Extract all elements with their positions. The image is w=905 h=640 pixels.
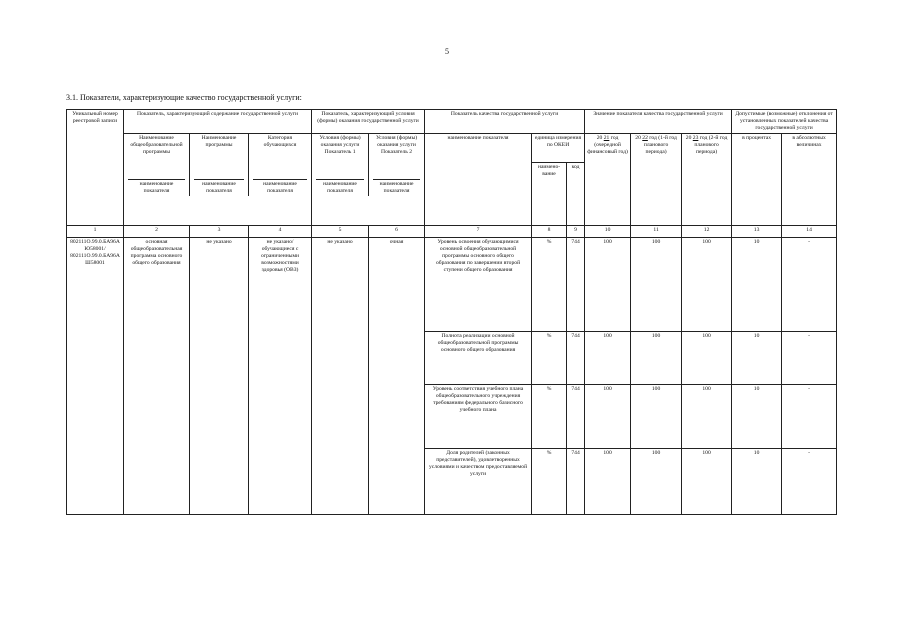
value-year2: 100 — [631, 331, 682, 384]
table-row — [67, 237, 837, 331]
sub-condition2-header: Условия (формы) оказания услуги Показатель 2 — [375, 134, 418, 155]
header-unique-record: Уникальный номер реестровой записи — [67, 110, 124, 226]
sub-condition2-name-label: наименование показателя — [373, 179, 420, 195]
header-year1 — [585, 133, 631, 225]
header-okei-name: наимено-вание — [532, 162, 567, 225]
value-year1: 100 — [585, 331, 631, 384]
record-condition2: очная — [369, 237, 425, 514]
header-row-1 — [67, 110, 837, 134]
year2-num: 22 — [642, 134, 648, 141]
value-year2: 100 — [631, 448, 682, 514]
indicator-name: Уровень соответствия учебного плана общеобразовательного учреждения требованиям федерального базисного учебного плана — [425, 384, 532, 448]
col-number: 5 — [312, 225, 369, 237]
deviation-percent: 10 — [732, 237, 782, 331]
header-content-group: Показатель, характеризующий содержание государственной услуги — [124, 110, 312, 134]
year2-prefix: 20 — [635, 134, 641, 141]
sub-condition1-header: Условия (формы) оказания услуги Показатель 1 — [319, 134, 361, 155]
col-number: 13 — [732, 225, 782, 237]
deviation-percent: 10 — [732, 448, 782, 514]
conditions-subheader-area — [312, 133, 425, 225]
header-conditions-group: Показатель, характеризующий условия (формы) оказания государственной услуги — [312, 110, 425, 134]
indicator-name: Уровень освоения обучающимися основной общеобразовательной программы основного общего образования по завершении второй ступени общего образования — [425, 237, 532, 331]
value-year3: 100 — [682, 448, 732, 514]
sub-program-name-label: наименование показателя — [128, 179, 184, 195]
value-year1: 100 — [585, 237, 631, 331]
col-number: 2 — [124, 225, 190, 237]
year1-prefix: 20 — [596, 134, 603, 141]
value-year3: 100 — [682, 384, 732, 448]
year1-suffix: год (очередной финансовый год) — [587, 134, 628, 155]
record-code: 802111О.99.0.БА96АЮ58001/ 802111О.99.0.БА96АШ58001 — [67, 237, 124, 514]
sub-condition1-name-label: наименование показателя — [316, 179, 364, 195]
value-year1: 100 — [585, 448, 631, 514]
col-number: 14 — [782, 225, 837, 237]
col-number: 12 — [682, 225, 732, 237]
deviation-percent: 10 — [732, 331, 782, 384]
col-number: 10 — [585, 225, 631, 237]
record-program-name: не указано — [190, 237, 249, 514]
indicator-unit: % — [532, 384, 567, 448]
record-category: не указано/ обучающиеся с ограниченными возможностями здоровья (ОВЗ) — [249, 237, 312, 514]
col-number: 1 — [67, 225, 124, 237]
col-number: 7 — [425, 225, 532, 237]
sub-category-name-label: наименование показателя — [253, 179, 306, 195]
col-number: 4 — [249, 225, 312, 237]
indicator-code: 744 — [567, 448, 585, 514]
indicator-code: 744 — [567, 331, 585, 384]
col-number: 11 — [631, 225, 682, 237]
value-year1: 100 — [585, 384, 631, 448]
header-okei-unit: единица измерения по ОКЕИ — [532, 133, 585, 162]
deviation-absolute: - — [782, 237, 837, 331]
header-indicator-name: наименование показателя — [425, 133, 532, 225]
deviation-absolute: - — [782, 448, 837, 514]
col-number: 9 — [567, 225, 585, 237]
record-condition1: не указано — [312, 237, 369, 514]
header-row-2 — [67, 133, 837, 162]
column-numbers-row — [67, 225, 837, 237]
section-title: 3.1. Показатели, характеризующие качество государственной услуги: — [66, 93, 302, 102]
indicator-code: 744 — [567, 384, 585, 448]
indicator-unit: % — [532, 331, 567, 384]
value-year3: 100 — [682, 237, 732, 331]
sub-program-name-name-label: наименование показателя — [194, 179, 244, 195]
indicator-code: 744 — [567, 237, 585, 331]
record-program: основная общеобразовательная программа основного общего образования — [124, 237, 190, 514]
col-number: 8 — [532, 225, 567, 237]
year1-num: 21 — [603, 134, 610, 141]
indicator-unit: % — [532, 448, 567, 514]
indicator-unit: % — [532, 237, 567, 331]
deviation-absolute: - — [782, 384, 837, 448]
year3-prefix: 20 — [685, 134, 692, 141]
sub-program-name-header: Наименование программы — [201, 134, 237, 148]
year3-suffix: год (2-й год планового периода) — [694, 134, 728, 155]
header-absolute: в абсолютных величинах — [782, 133, 837, 225]
col-number: 6 — [369, 225, 425, 237]
header-quality-group: Показатель качества государственной услуги — [425, 110, 585, 134]
page-number: 5 — [445, 47, 449, 56]
header-value-group: Значение показателя качества государственной услуги — [585, 110, 732, 134]
value-year2: 100 — [631, 384, 682, 448]
col-number: 3 — [190, 225, 249, 237]
value-year2: 100 — [631, 237, 682, 331]
indicator-name: Полнота реализации основной общеобразовательной программы основного общего образования — [425, 331, 532, 384]
header-year3 — [682, 133, 732, 225]
sub-category-header: Категория обучающихся — [263, 134, 297, 148]
header-deviation-group: Допустимые (возможные) отклонения от установленных показателей качества государственной услуги — [732, 110, 837, 134]
sub-program-label: Наименование общеобразовательной программы — [130, 134, 183, 155]
deviation-percent: 10 — [732, 384, 782, 448]
content-subheader-area — [124, 133, 312, 225]
year3-num: 23 — [692, 134, 699, 141]
header-percent: в процентах — [732, 133, 782, 225]
indicator-name: Доля родителей (законных представителей), удовлетворенных условиями и качеством предоставляемой услуги — [425, 448, 532, 514]
header-year2 — [631, 133, 682, 225]
quality-indicators-table — [66, 109, 837, 515]
year2-suffix: год (1-й год планового периода) — [643, 134, 677, 155]
deviation-absolute: - — [782, 331, 837, 384]
value-year3: 100 — [682, 331, 732, 384]
header-okei-code: код — [567, 162, 585, 225]
